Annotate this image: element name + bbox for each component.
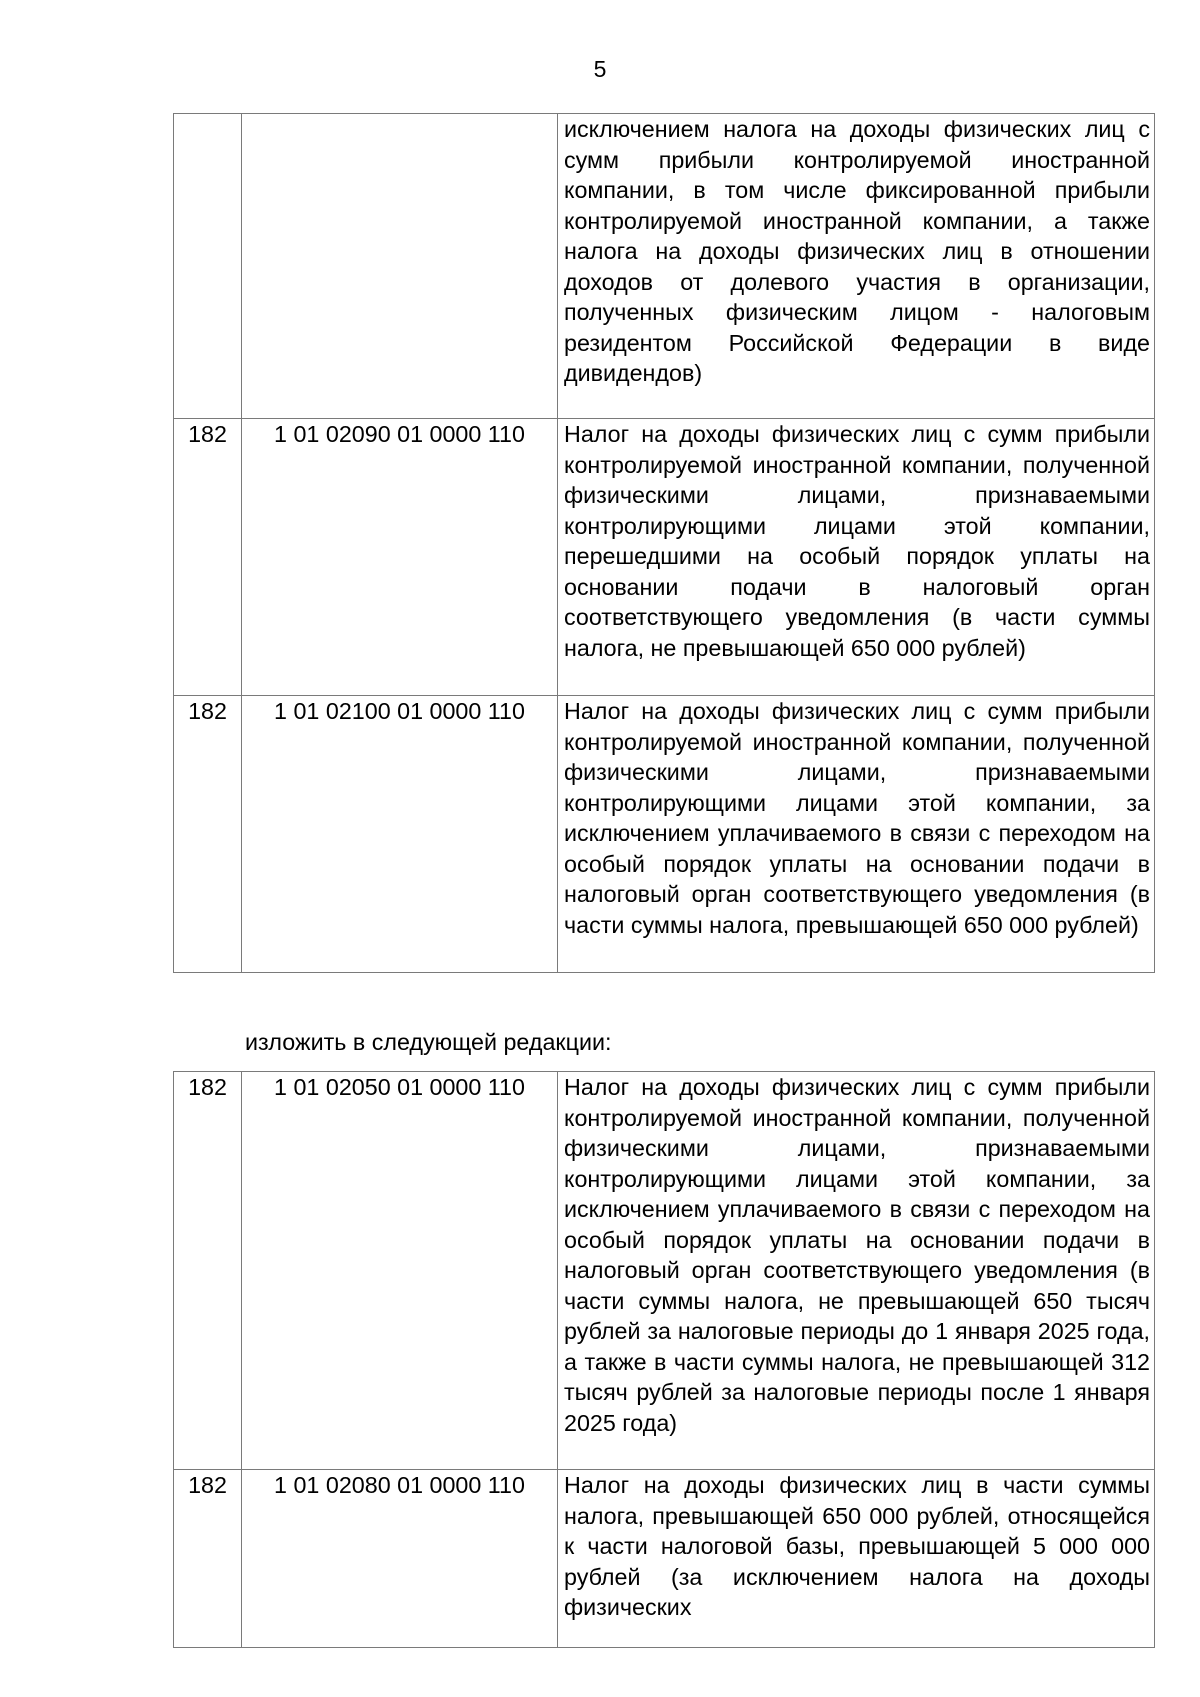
table-row xyxy=(174,419,1155,696)
kbk-code-cell: 1 01 02100 01 0000 110 xyxy=(242,696,558,973)
page-number: 5 xyxy=(593,56,607,82)
table-before xyxy=(173,113,1155,973)
kbk-code-cell: 1 01 02090 01 0000 110 xyxy=(242,419,558,696)
table-row xyxy=(174,1072,1155,1470)
income-name-cell: Налог на доходы физических лиц с сумм прибыли контролируемой иностранной компании, полученной физическими лицами, признаваемыми контролирующими лицами этой компании, за исключением уплачиваемого в связи с переходом на особый порядок уплаты на основании подачи в налоговый орган соответствующего уведомления (в части суммы налога, превышающей 650 000 рублей) xyxy=(558,696,1155,973)
admin-code-cell: 182 xyxy=(174,1470,242,1648)
table-row xyxy=(174,1470,1155,1648)
admin-code-cell: 182 xyxy=(174,696,242,973)
kbk-code-cell: 1 01 02080 01 0000 110 xyxy=(242,1470,558,1648)
table-row xyxy=(174,696,1155,973)
income-name-cell: Налог на доходы физических лиц с сумм прибыли контролируемой иностранной компании, полученной физическими лицами, признаваемыми контролирующими лицами этой компании, за исключением уплачиваемого в связи с переходом на особый порядок уплаты на основании подачи в налоговый орган соответствующего уведомления (в части суммы налога, не превышающей 650 тысяч рублей за налоговые периоды до 1 января 2025 года, а также в части суммы налога, не превышающей 312 тысяч рублей за налоговые периоды после 1 января 2025 года) xyxy=(558,1072,1155,1470)
table-row xyxy=(174,114,1155,419)
table-after xyxy=(173,1071,1155,1648)
admin-code-cell: 182 xyxy=(174,419,242,696)
income-name-cell: Налог на доходы физических лиц с сумм прибыли контролируемой иностранной компании, полученной физическими лицами, признаваемыми контролирующими лицами этой компании, перешедшими на особый порядок уплаты на основании подачи в налоговый орган соответствующего уведомления (в части суммы налога, не превышающей 650 000 рублей) xyxy=(558,419,1155,696)
kbk-code-cell xyxy=(242,114,558,419)
income-name-cell: исключением налога на доходы физических лиц с сумм прибыли контролируемой иностранной компании, в том числе фиксированной прибыли контролируемой иностранной компании, а также налога на доходы физических лиц в отношении доходов от долевого участия в организации, полученных физическим лицом - налоговым резидентом Российской Федерации в виде дивидендов) xyxy=(558,114,1155,419)
kbk-code-cell: 1 01 02050 01 0000 110 xyxy=(242,1072,558,1470)
admin-code-cell: 182 xyxy=(174,1072,242,1470)
income-name-cell: Налог на доходы физических лиц в части суммы налога, превышающей 650 000 рублей, относящейся к части налоговой базы, превышающей 5 000 000 рублей (за исключением налога на доходы физических xyxy=(558,1470,1155,1648)
instruction-text: изложить в следующей редакции: xyxy=(245,1029,612,1055)
admin-code-cell xyxy=(174,114,242,419)
